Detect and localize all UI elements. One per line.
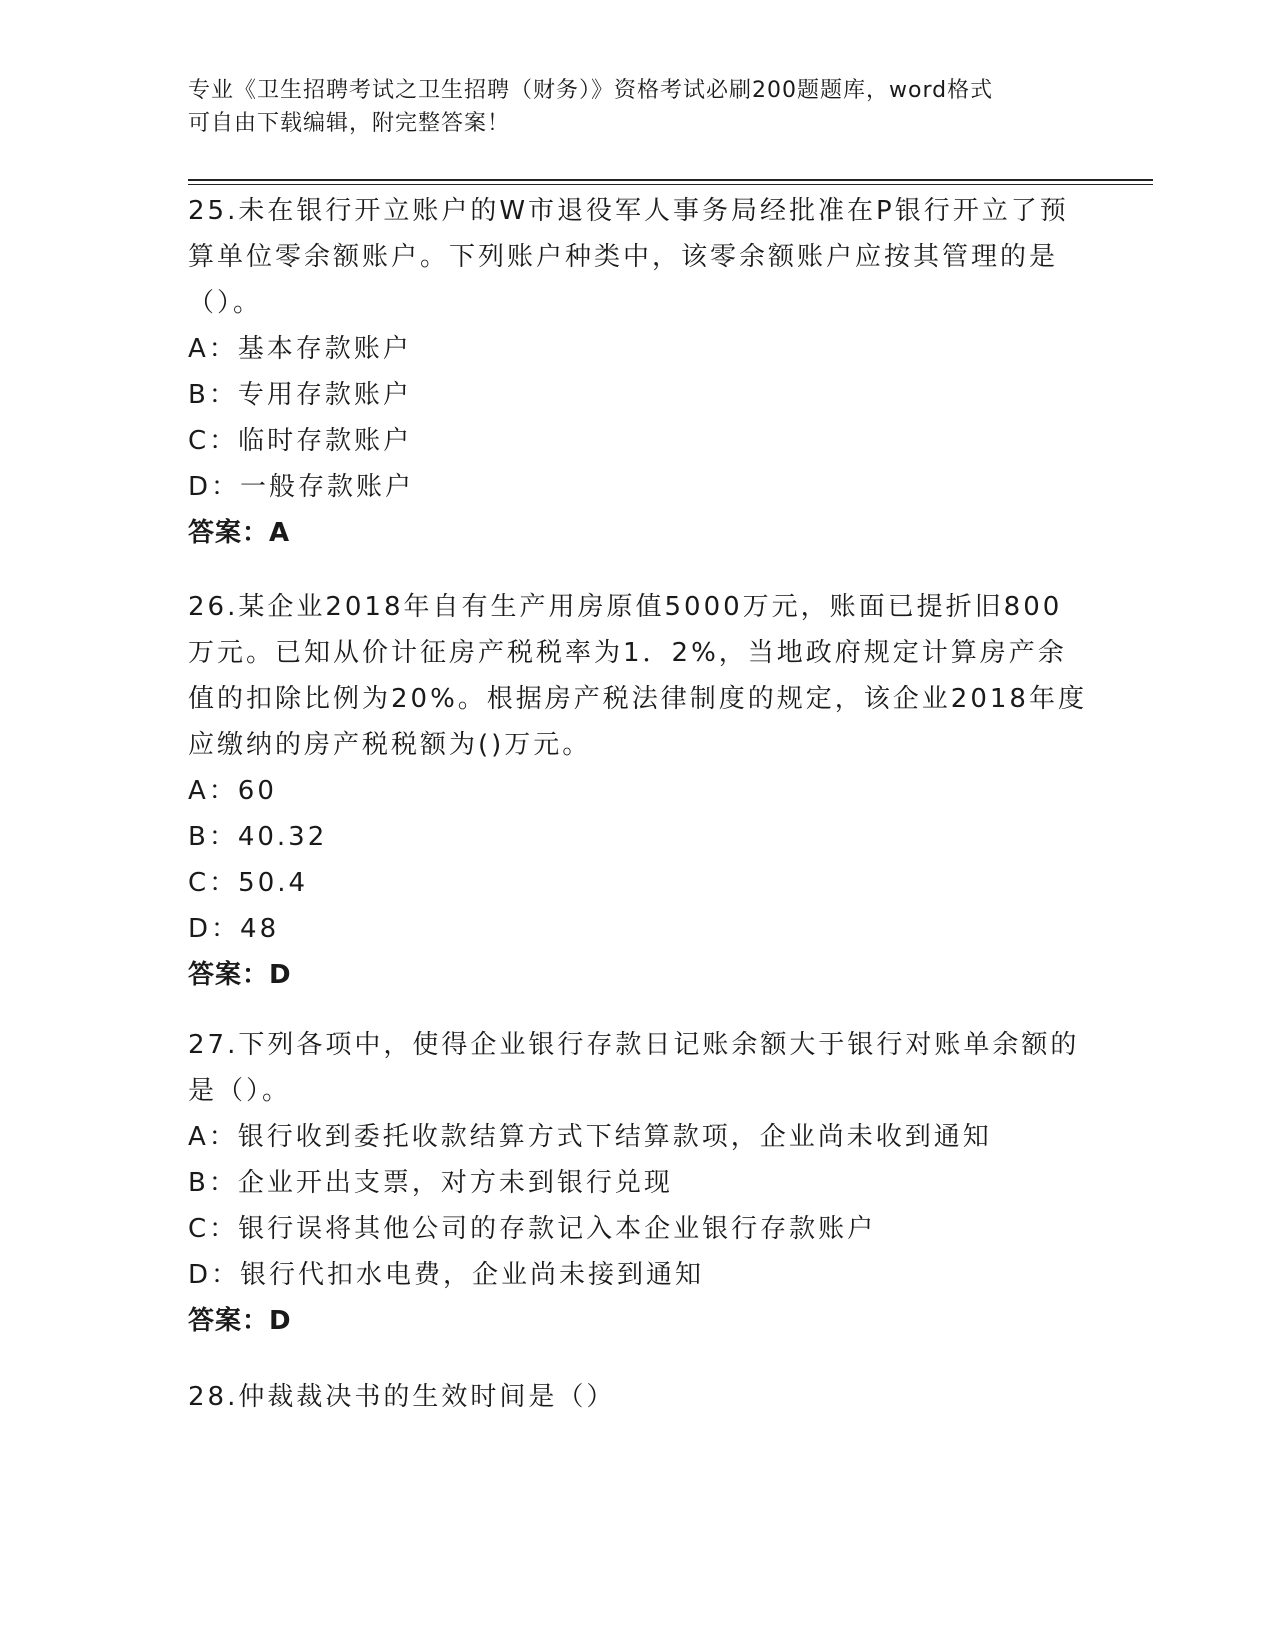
answer: 答案：A — [188, 518, 291, 548]
header-line-2: 可自由下载编辑，附完整答案！ — [188, 111, 511, 136]
option-a: A：银行收到委托收款结算方式下结算款项，企业尚未收到通知 — [188, 1122, 992, 1152]
header-line-1: 专业《卫生招聘考试之卫生招聘（财务）》资格考试必刷200题题库，word格式 — [188, 78, 994, 103]
header-divider-thin — [188, 184, 1153, 185]
question-text: 26.某企业2018年自有生产用房原值5000万元，账面已提折旧800万元。已知从价计征房产税税率为1．2%，当地政府规定计算房产余值的扣除比例为20%。根据房产税法律制度的规定，该企业2018年度应缴纳的房产税税额为()万元。 — [188, 592, 1087, 760]
option-d: D：一般存款账户 — [188, 472, 415, 502]
answer: 答案：D — [188, 1306, 292, 1336]
question-26 — [188, 584, 1088, 998]
option-c: C：临时存款账户 — [188, 426, 413, 456]
option-b: B：专用存款账户 — [188, 380, 412, 410]
option-a: A：60 — [188, 776, 277, 806]
option-d: D：48 — [188, 914, 280, 944]
option-c: C：50.4 — [188, 868, 309, 898]
header-divider — [188, 179, 1153, 181]
document-header — [188, 74, 1088, 140]
question-25 — [188, 188, 1088, 556]
option-b: B：企业开出支票，对方未到银行兑现 — [188, 1168, 673, 1198]
question-27 — [188, 1022, 1088, 1344]
answer: 答案：D — [188, 960, 292, 990]
option-b: B：40.32 — [188, 822, 328, 852]
option-c: C：银行误将其他公司的存款记入本企业银行存款账户 — [188, 1214, 877, 1244]
question-text: 27.下列各项中，使得企业银行存款日记账余额大于银行对账单余额的是（）。 — [188, 1030, 1080, 1106]
question-text: 25.未在银行开立账户的W市退役军人事务局经批准在P银行开立了预算单位零余额账户。下列账户种类中，该零余额账户应按其管理的是（）。 — [188, 196, 1069, 318]
option-a: A：基本存款账户 — [188, 334, 412, 364]
question-text: 28.仲裁裁决书的生效时间是（） — [188, 1382, 616, 1412]
option-d: D：银行代扣水电费，企业尚未接到通知 — [188, 1260, 705, 1290]
question-28 — [188, 1374, 1088, 1420]
